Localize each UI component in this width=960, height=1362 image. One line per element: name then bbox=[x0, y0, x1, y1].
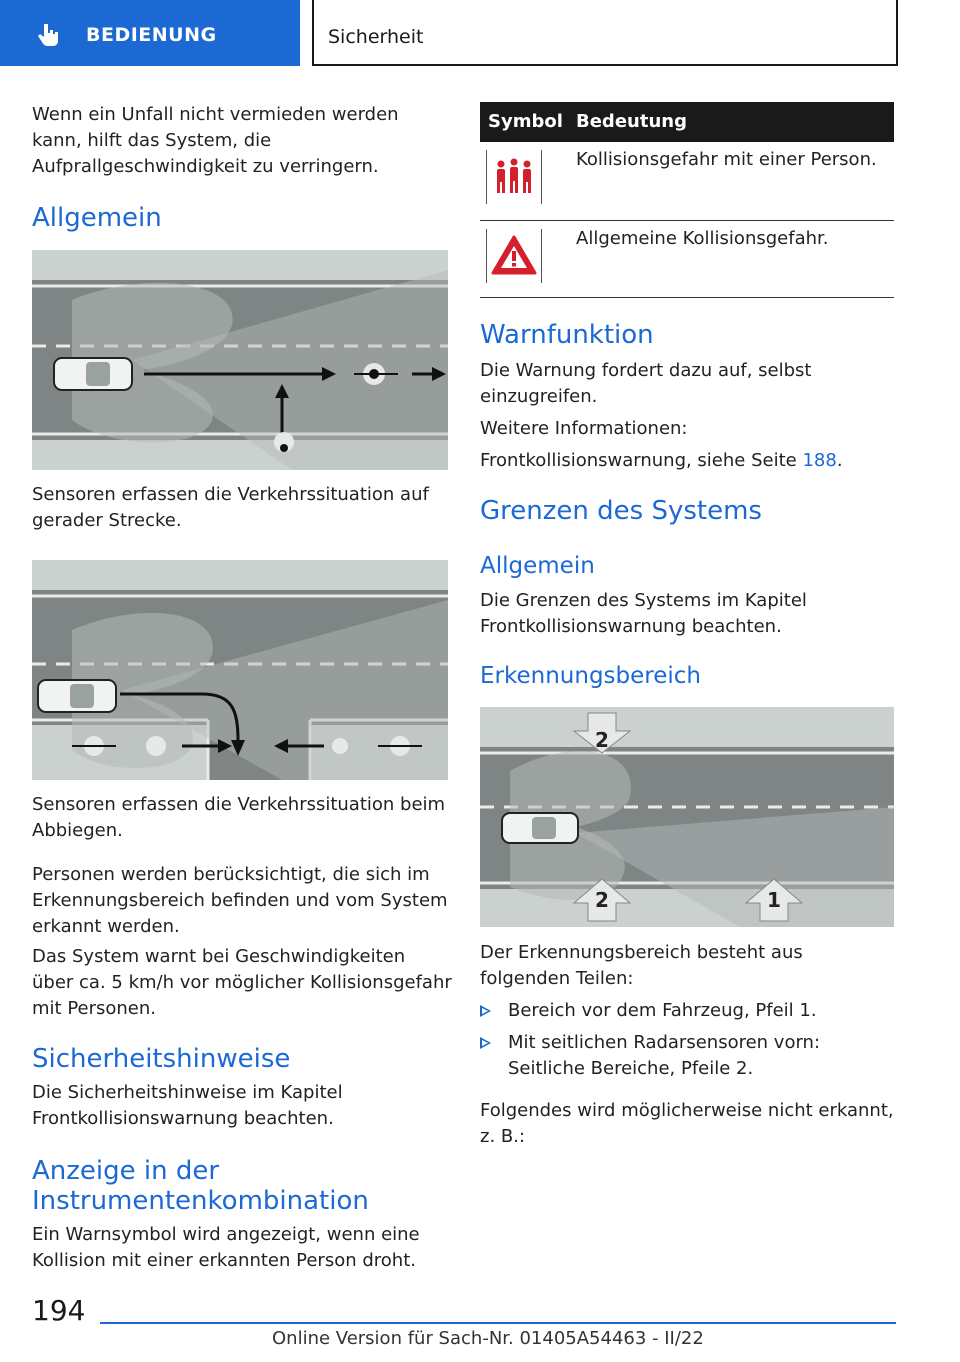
symbol-cell bbox=[486, 229, 542, 283]
column-symbol: Symbol bbox=[488, 111, 563, 132]
heading-warnfunktion: Warnfunktion bbox=[480, 320, 654, 350]
figure-straight-road bbox=[32, 250, 448, 470]
figure-label-2-top: 2 bbox=[595, 728, 609, 752]
symbol-table-header bbox=[480, 102, 894, 142]
figure-detection-area bbox=[480, 707, 894, 927]
see-also-period: . bbox=[836, 450, 843, 471]
section-title: BEDIENUNG bbox=[86, 24, 217, 46]
page-link-188[interactable]: 188 bbox=[802, 450, 837, 471]
chapter-title: Sicherheit bbox=[328, 26, 424, 48]
footer-divider bbox=[100, 1322, 896, 1324]
caption-turning: Sensoren erfassen die Verkehrssituation beim Abbiegen. bbox=[32, 794, 446, 841]
paragraph-personen: Personen werden berücksichtigt, die sich im Erkennungsbereich befinden und vom System erkannt werden. bbox=[32, 864, 448, 937]
hand-pointer-icon bbox=[36, 22, 62, 48]
symbol-cell bbox=[486, 150, 542, 204]
persons-collision-icon bbox=[487, 150, 541, 204]
heading-erkennungsbereich: Erkennungsbereich bbox=[480, 663, 701, 689]
caption-straight-road: Sensoren erfassen die Verkehrssituation auf gerader Strecke. bbox=[32, 484, 429, 531]
warning-triangle-icon bbox=[487, 229, 541, 283]
section-tab bbox=[0, 0, 300, 66]
page-number: 194 bbox=[32, 1294, 86, 1327]
paragraph-warnung: Die Warnung fordert dazu auf, selbst einzugreifen. bbox=[480, 360, 812, 407]
paragraph-folgendes: Folgendes wird möglicherweise nicht erkannt, z. B.: bbox=[480, 1100, 894, 1147]
list-item-text: Bereich vor dem Fahrzeug, Pfeil 1. bbox=[508, 1000, 817, 1021]
paragraph-warnt: Das System warnt bei Geschwindigkeiten über ca. 5 km/h vor möglicher Kollisionsgefahr mit Personen. bbox=[32, 946, 452, 1019]
detection-area-illustration bbox=[480, 707, 894, 927]
heading-anzeige: Anzeige in der Instrumentenkombination bbox=[32, 1156, 369, 1216]
heading-allgemein-2: Allgemein bbox=[480, 553, 595, 579]
heading-allgemein: Allgemein bbox=[32, 203, 162, 233]
paragraph-see-also bbox=[480, 448, 894, 474]
paragraph-besteht: Der Erkennungsbereich besteht aus folgenden Teilen: bbox=[480, 942, 803, 989]
paragraph-sicherheit: Die Sicherheitshinweise im Kapitel Frontkollisionswarnung beachten. bbox=[32, 1082, 343, 1129]
footer-text: Online Version für Sach-Nr. 01405A54463 - II/22 bbox=[272, 1328, 704, 1349]
intro-paragraph: Wenn ein Unfall nicht vermieden werden kann, hilft das System, die Aufprallgeschwindigkeit zu verringern. bbox=[32, 104, 399, 177]
bullet-arrow-icon bbox=[480, 1037, 491, 1049]
paragraph-anzeige: Ein Warnsymbol wird angezeigt, wenn eine Kollision mit einer erkannten Person droht. bbox=[32, 1224, 420, 1271]
figure-turning bbox=[32, 560, 448, 780]
paragraph-weitere: Weitere Informationen: bbox=[480, 418, 688, 439]
turning-illustration bbox=[32, 560, 448, 780]
figure-label-2-bottom: 2 bbox=[595, 888, 609, 912]
figure-label-1: 1 bbox=[767, 888, 781, 912]
bullet-arrow-icon bbox=[480, 1005, 491, 1017]
table-row bbox=[480, 142, 894, 221]
symbol-description: Allgemeine Kollisionsgefahr. bbox=[576, 228, 829, 249]
heading-sicherheitshinweise: Sicherheitshinweise bbox=[32, 1044, 291, 1074]
table-row bbox=[480, 221, 894, 298]
symbol-description: Kollisionsgefahr mit einer Person. bbox=[576, 149, 877, 170]
see-also-text: Frontkollisionswarnung, siehe Seite bbox=[480, 450, 803, 471]
paragraph-grenzen: Die Grenzen des Systems im Kapitel Frontkollisionswarnung beachten. bbox=[480, 590, 807, 637]
column-bedeutung: Bedeutung bbox=[576, 111, 687, 132]
list-item-text: Mit seitlichen Radarsensoren vorn: Seitliche Bereiche, Pfeile 2. bbox=[508, 1032, 821, 1079]
heading-grenzen: Grenzen des Systems bbox=[480, 496, 762, 526]
chapter-header bbox=[312, 0, 898, 66]
straight-road-illustration bbox=[32, 250, 448, 470]
